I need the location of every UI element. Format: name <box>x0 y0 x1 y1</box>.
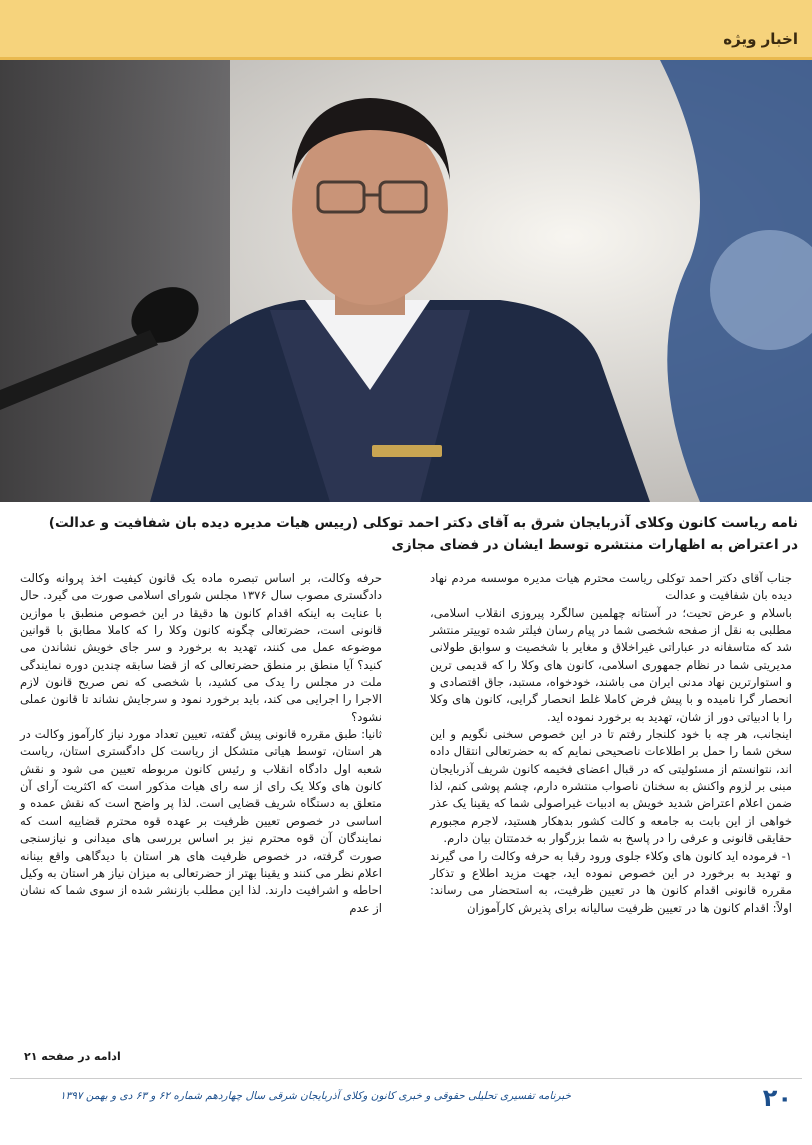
section-title: اخبار ویژه <box>723 30 798 48</box>
page-number: ۲۰ <box>762 1084 792 1112</box>
publication-info: خبرنامه تفسیری تحلیلی حقوقی و خبری کانون وکلای آذربایجان شرقی سال چهاردهم شماره ۶۲ و ۶۳ دی و بهمن ۱۳۹۷ <box>60 1090 571 1102</box>
article-column-left <box>20 570 382 917</box>
footer-rule <box>10 1078 802 1079</box>
paragraph: جناب آقای دکتر احمد توکلی ریاست محترم هیات مدیره موسسه مردم نهاد دیده بان شفافیت و عدالت <box>430 571 792 603</box>
headline-line-2: در اعتراض به اظهارات منتشره توسط ایشان در فضای مجازی <box>391 537 798 553</box>
paragraph: باسلام و عرض تحیت؛ در آستانه چهلمین سالگرد پیروزی انقلاب اسلامی، مطلبی به نقل از صفحه شخصی شما در پیام رسان فیلتر شده توییتر منتشر شد که متاسفانه در عباراتی غیراخلاق و مغایر با شخصیت و سوابق طولانی مدیریتی شما در نظام جمهوری اسلامی، کانون های وکلا را که قدیمی ترین و استوارترین نهاد مدنی ایران می باشند، خودخواه، مستبد، جاق اقتصادی و انحصار گرا نامیده و با پیش فرض کاملا غلط انحصار گرایی، کانون های وکلا را با ادبیاتی دور از شان، تهدید به برخورد نموده اید. <box>430 605 792 724</box>
paragraph: حرفه وکالت، بر اساس تبصره ماده یک قانون کیفیت اخذ پروانه وکالت دادگستری مصوب سال ۱۳۷۶ مجلس شورای اسلامی صورت می گیرد. حال با عنایت به اینکه اقدام کانون ها دقیقا در این خصوص منطبق با موازین قانونی است، حضرتعالی چگونه کانون وکلا را که کاملا مطابق با قوانین موضوعه عمل می کنند، تهدید به برخورد و سر جای خویش نشاندن می کنید؟ آیا منطق بر منطق حضرتعالی که از قضا سابقه چندین دوره نمایندگی ملت در مجلس را یدک می کشید، با شخصی که نص صریح قانون لازم الاجرا را اجرایی می کند، باید برخورد نمود و سرجایش نشاند تا قانون عملی نشود؟ <box>20 571 382 724</box>
paragraph: ثانیا: طبق مقرره قانونی پیش گفته، تعیین تعداد مورد نیاز کارآموز وکالت در هر استان، توسط هیاتی متشکل از ریاست کل دادگستری استان، ریاست شعبه اول دادگاه انقلاب و رئیس کانون مربوطه تعیین می شود و نقش کانون های وکلا یک رای از سه رای هیات مذکور است که اکثریت آرای آن متعلق به دستگاه شریف قضایی است. لذا پر واضح است که نقش عمده و اساسی در خصوص تعیین ظرفیت بر عهده قوه محترم قضاییه است که نمایندگان آن قوه محترم نیز بر اساس بررسی های میدانی و نیازسنجی صورت گرفته، در خصوص ظرفیت های هر استان با دیدگاهی واقع بینانه اعلام نظر می کنند و یقینا بهتر از حضرتعالی به میزان نیاز هر استان به وکیل احاطه و اشرافیت دارند. لذا این مطلب بازنشر شده از سوی شما که نشان از عدم <box>20 727 382 915</box>
article-photo <box>0 60 812 502</box>
article-column-right <box>430 570 792 917</box>
headline <box>18 512 798 556</box>
paragraph: ۱- فرموده اید کانون های وکلاء جلوی ورود رقبا به حرفه وکالت را می گیرند و تهدید به برخورد در این خصوص نموده اید، جهت مزید اطلاع و تذکار مقرره قانونی اقدام کانون ها در تعیین ظرفیت، به استحضار می رساند: اولاً: اقدام کانون ها در تعیین ظرفیت سالیانه برای پذیرش کارآموزان <box>430 848 792 915</box>
headline-line-1: نامه ریاست کانون وکلای آذربایجان شرق به آقای دکتر احمد توکلی (رییس هیات مدیره دیده بان شفافیت و عدالت) <box>48 515 798 531</box>
continued-note: ادامه در صفحه ۲۱ <box>24 1050 121 1063</box>
speaker-photo-illustration <box>0 60 812 502</box>
section-header <box>0 0 812 60</box>
paragraph: اینجانب، هر چه با خود کلنجار رفتم تا در این خصوص سخنی نگویم و این سخن شما را حمل بر اطلاعات ناصحیحی نمایم که به حضرتعالی انتقال داده اند، نتوانستم از مسئولیتی که در قبال اعضای فخیمه کانون شریف آذربایجان مبنی بر لزوم واکنش به سخنان ناصواب منتشره دارم، چشم پوشی کنم، لذا ضمن اعلام اعتراض شدید خویش به ادبیات غیراصولی شما که یقینا یک عذر خواهی از این بابت به جامعه و کالت کشور بدهکار هستید، لاجرم مجبورم حقایقی قانونی و عرفی را در پاسخ به شما بزرگوار به خدمتتان بیان دارم. <box>430 727 792 846</box>
